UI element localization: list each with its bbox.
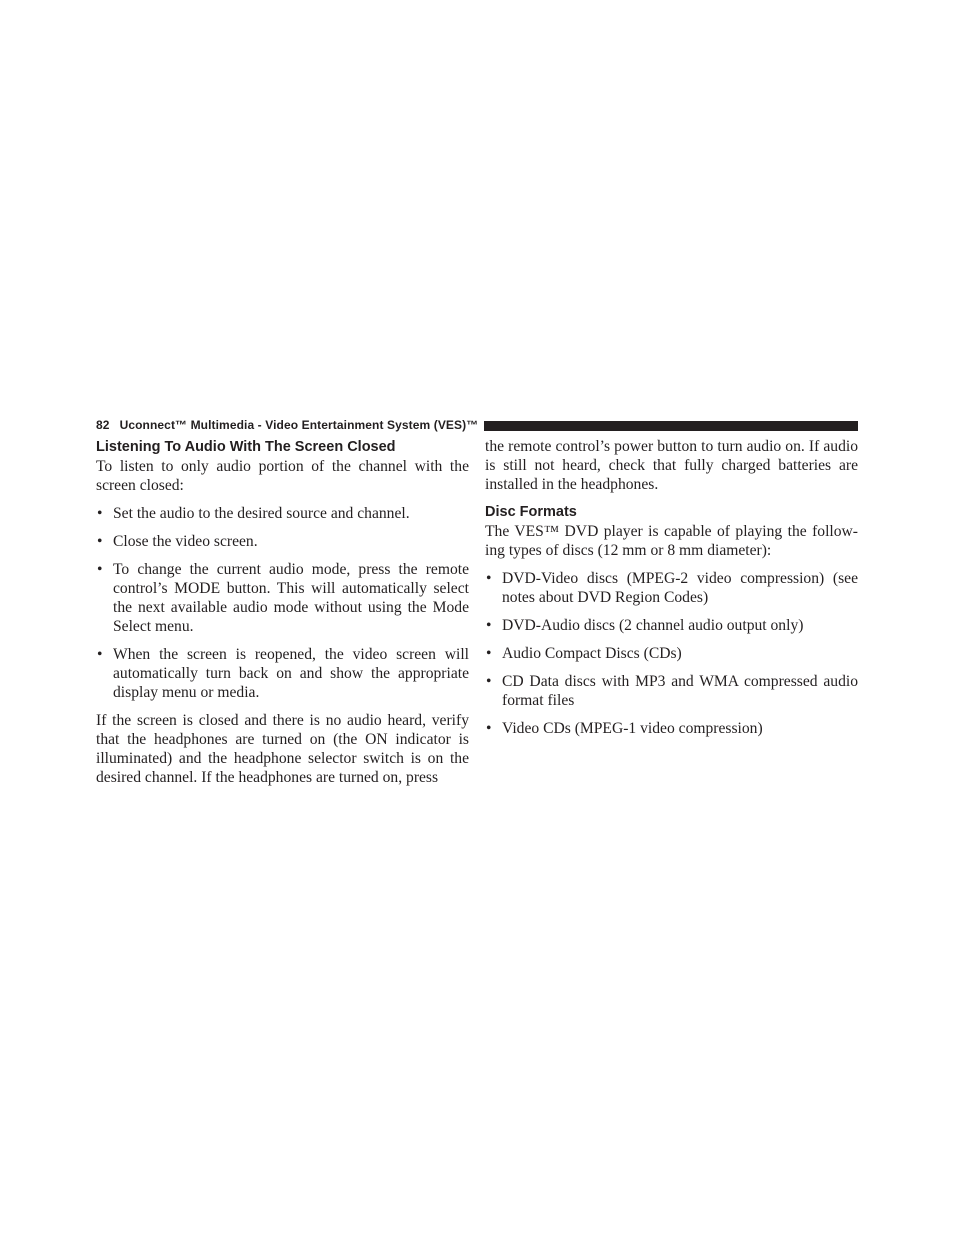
list-item: • Set the audio to the desired source and channel. [97, 505, 410, 522]
bullet-icon: • [486, 617, 492, 634]
list-item: • To change the current audio mode, press the remote control’s MODE button. This will automatically select the next available audio mode without using the Mode Select menu. [97, 561, 469, 635]
bullet-list-audio-steps [96, 504, 469, 702]
bullet-icon: • [97, 533, 103, 550]
list-item: • DVD-Audio discs (2 channel audio output only) [486, 617, 804, 634]
left-column [96, 437, 469, 796]
list-item: • When the screen is reopened, the video screen will automatically turn back on and show the appropriate display menu or media. [97, 646, 469, 701]
bullet-list-disc-types [485, 569, 858, 738]
running-header [96, 416, 858, 434]
continuation-paragraph: the remote control’s power button to turn audio on. If audio is still not heard, check that fully charged batteries are installed in the headphones. [485, 438, 858, 493]
section-heading-listening-audio: Listening To Audio With The Screen Closed [96, 439, 396, 455]
page-number: 82 [96, 418, 110, 432]
bullet-icon: • [486, 720, 492, 737]
right-column [485, 437, 858, 747]
disc-formats-intro: The VES™ DVD player is capable of playing the follow-ing types of discs (12 mm or 8 mm diameter): [485, 523, 858, 559]
bullet-icon: • [486, 673, 492, 690]
bullet-icon: • [97, 505, 103, 522]
bullet-icon: • [97, 646, 103, 663]
header-text [96, 418, 478, 432]
header-rule-bar [484, 421, 858, 431]
list-item: • CD Data discs with MP3 and WMA compressed audio format files [486, 673, 858, 709]
list-item: • Close the video screen. [97, 533, 258, 550]
bullet-icon: • [97, 561, 103, 578]
list-item: • Audio Compact Discs (CDs) [486, 645, 682, 662]
header-title: Uconnect™ Multimedia - Video Entertainment System (VES)™ [119, 418, 479, 432]
bullet-icon: • [486, 570, 492, 587]
intro-paragraph: To listen to only audio portion of the channel with the screen closed: [96, 458, 469, 494]
section-heading-disc-formats: Disc Formats [485, 504, 577, 520]
list-item: • DVD-Video discs (MPEG-2 video compression) (see notes about DVD Region Codes) [486, 570, 858, 606]
list-item: • Video CDs (MPEG-1 video compression) [486, 720, 763, 737]
bullet-icon: • [486, 645, 492, 662]
closing-paragraph: If the screen is closed and there is no audio heard, verify that the headphones are turned on (the ON indicator is illuminated) and the headphone selector switch is on the desired channel. If the headphones are turned on, press [96, 712, 469, 786]
